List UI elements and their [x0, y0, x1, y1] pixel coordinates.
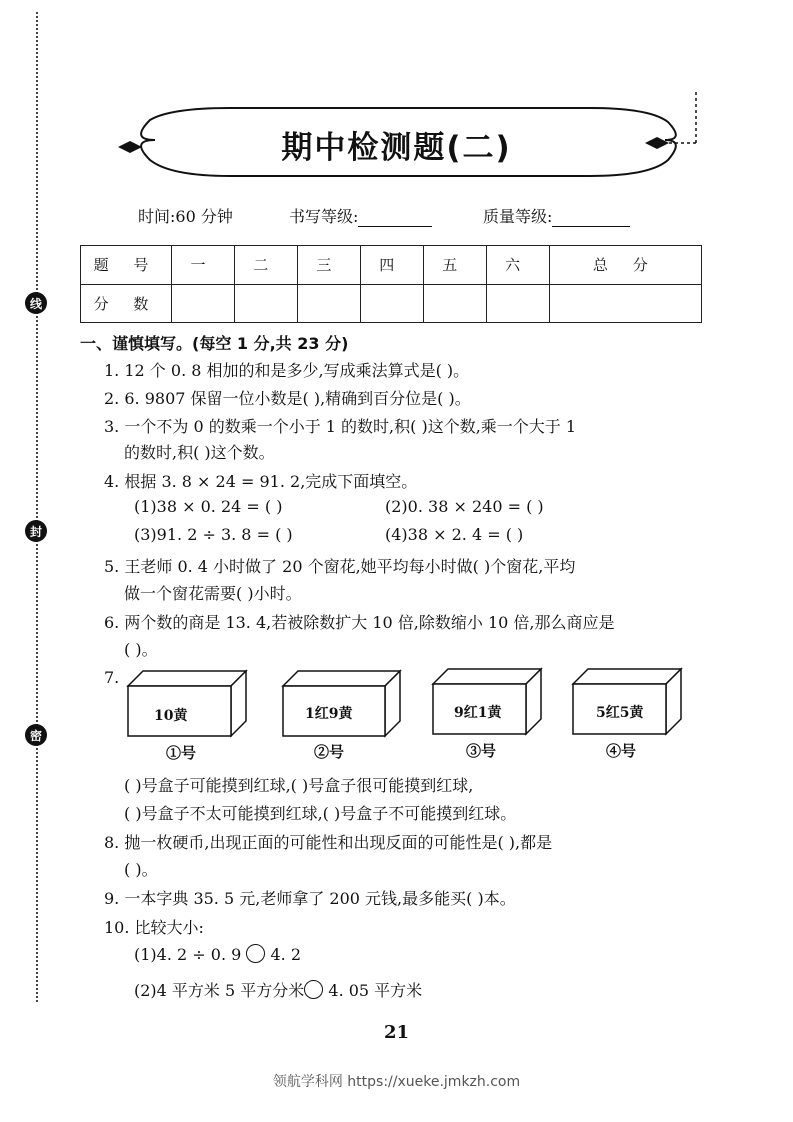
page-number: 21: [383, 1022, 410, 1043]
score-cell[interactable]: [234, 284, 297, 323]
score-header-cell: 一: [172, 246, 235, 285]
question-5-line2: 做一个窗花需要( )小时。: [124, 584, 302, 603]
footer-watermark: 领航学科网 https://xueke.jmkzh.com: [272, 1074, 521, 1090]
score-header-cell: 二: [234, 246, 297, 285]
question-1: 1. 12 个 0. 8 相加的和是多少,写成乘法算式是( )。: [104, 361, 470, 380]
quality-grade-blank[interactable]: [552, 208, 630, 227]
box-3-label: 9红1黄: [454, 705, 502, 721]
compare-2-right: 4. 05 平方米: [323, 981, 423, 1000]
compare-1-right: 4. 2: [265, 945, 302, 964]
box-3-number: ③号: [466, 742, 497, 760]
question-3-line1: 3. 一个不为 0 的数乘一个小于 1 的数时,积( )这个数,乘一个大于 1: [104, 417, 577, 436]
time-info: 时间:60 分钟: [138, 207, 233, 226]
compare-circle-1[interactable]: [246, 944, 265, 963]
question-9: 9. 一本字典 35. 5 元,老师拿了 200 元钱,最多能买( )本。: [104, 889, 516, 908]
question-4: 4. 根据 3. 8 × 24 = 91. 2,完成下面填空。: [104, 472, 418, 491]
question-4-part3: (3)91. 2 ÷ 3. 8 = ( ): [134, 525, 293, 544]
question-7-number: 7.: [104, 668, 120, 687]
score-header-cell: 题 号: [81, 246, 172, 285]
score-table: [80, 245, 702, 323]
score-row-label: 分 数: [81, 284, 172, 323]
writing-grade-label: 书写等级:: [289, 207, 359, 226]
box-2-label: 1红9黄: [305, 706, 353, 722]
box-1: [128, 671, 246, 736]
question-4-part4: (4)38 × 2. 4 = ( ): [385, 525, 524, 544]
score-cell[interactable]: [486, 284, 549, 323]
binding-mark-mi: 密: [25, 724, 47, 746]
question-6-line1: 6. 两个数的商是 13. 4,若被除数扩大 10 倍,除数缩小 10 倍,那么商应是: [104, 613, 615, 632]
score-table-header-row: [81, 246, 702, 285]
box-4-label: 5红5黄: [596, 705, 644, 721]
score-cell[interactable]: [423, 284, 486, 323]
question-4-part1: (1)38 × 0. 24 = ( ): [134, 497, 283, 516]
question-5-line1: 5. 王老师 0. 4 小时做了 20 个窗花,她平均每小时做( )个窗花,平均: [104, 557, 576, 576]
compare-1-left: (1)4. 2 ÷ 0. 9: [134, 945, 247, 964]
writing-grade: [289, 204, 432, 227]
compare-circle-2[interactable]: [304, 980, 323, 999]
score-cell[interactable]: [360, 284, 423, 323]
compare-2-left: (2)4 平方米 5 平方分米: [134, 981, 305, 1000]
box-2-number: ②号: [314, 743, 345, 761]
score-header-cell: 六: [486, 246, 549, 285]
question-10-part2: [134, 978, 422, 1001]
binding-mark-feng: 封: [25, 520, 47, 542]
score-cell[interactable]: [297, 284, 360, 323]
question-8-line2: ( )。: [124, 860, 158, 879]
score-cell[interactable]: [549, 284, 701, 323]
quality-grade-label: 质量等级:: [483, 207, 553, 226]
box-1-label: 10黄: [154, 708, 188, 724]
score-header-cell: 三: [297, 246, 360, 285]
section-heading: 一、谨慎填写。(每空 1 分,共 23 分): [80, 334, 349, 353]
score-cell[interactable]: [172, 284, 235, 323]
score-header-cell: 四: [360, 246, 423, 285]
question-7-line2: ( )号盒子不太可能摸到红球,( )号盒子不可能摸到红球。: [124, 804, 517, 823]
question-10: 10. 比较大小:: [104, 918, 204, 937]
score-table-score-row: [81, 284, 702, 323]
score-header-cell: 五: [423, 246, 486, 285]
question-4-part2: (2)0. 38 × 240 = ( ): [385, 497, 544, 516]
question-8-line1: 8. 抛一枚硬币,出现正面的可能性和出现反面的可能性是( ),都是: [104, 833, 553, 852]
box-4-number: ④号: [606, 742, 637, 760]
question-2: 2. 6. 9807 保留一位小数是( ),精确到百分位是( )。: [104, 389, 471, 408]
writing-grade-blank[interactable]: [358, 208, 432, 227]
question-7-line1: ( )号盒子可能摸到红球,( )号盒子很可能摸到红球,: [124, 776, 474, 795]
page-title: 期中检测题(二): [281, 130, 512, 166]
quality-grade: [483, 204, 630, 227]
question-10-part1: [134, 944, 301, 964]
question-3-line2: 的数时,积( )这个数。: [124, 443, 275, 462]
question-6-line2: ( )。: [124, 640, 158, 659]
box-1-number: ①号: [166, 744, 197, 762]
score-header-cell: 总 分: [549, 246, 701, 285]
binding-mark-xian: 线: [25, 292, 47, 314]
